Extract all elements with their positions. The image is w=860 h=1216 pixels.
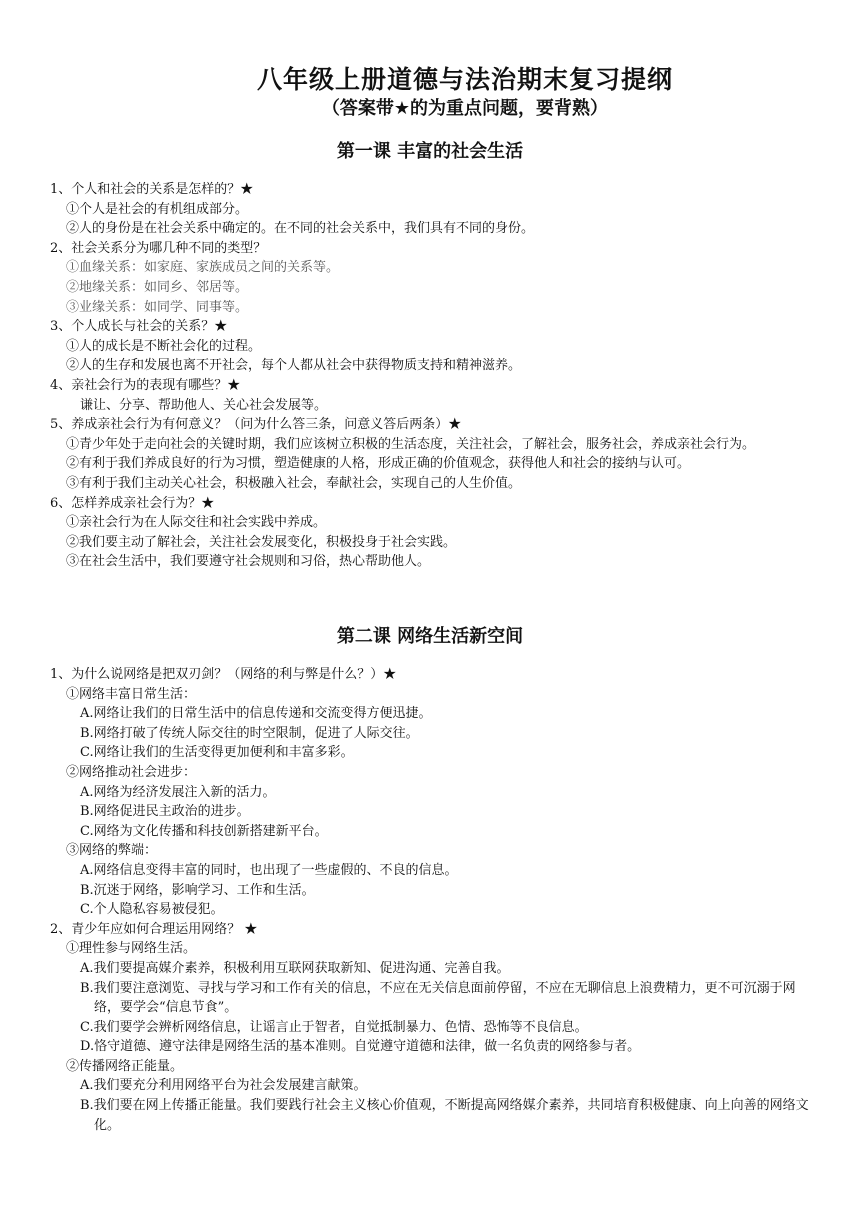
answer-item: ①青少年处于走向社会的关键时期，我们应该树立积极的生活态度，关注社会，了解社会，服务社会，养成亲社会行为。	[66, 436, 756, 452]
question-1: 1、为什么说网络是把双刃剑？（网络的利与弊是什么？）★	[50, 667, 397, 682]
lesson2-content	[50, 665, 820, 1135]
lesson2-heading: 第二课 网络生活新空间	[336, 626, 524, 647]
document-title: 八年级上册道德与法治期末复习提纲	[256, 65, 673, 94]
answer-point: ②网络推动社会进步：	[66, 764, 197, 780]
question-2: 2、社会关系分为哪几种不同的类型？	[50, 240, 267, 256]
answer-item: ①个人是社会的有机组成部分。	[66, 201, 249, 217]
lesson1-content	[50, 180, 820, 572]
question-3: 3、个人成长与社会的关系？★	[50, 319, 228, 335]
lesson1-heading: 第一课 丰富的社会生活	[336, 141, 524, 162]
question-6: 6、怎样养成亲社会行为？★	[50, 495, 215, 511]
answer-item: D.恪守道德、遵守法律是网络生活的基本准则。自觉遵守道德和法律，做一名负责的网络参与者。	[80, 1039, 641, 1055]
answer-item: ②有利于我们养成良好的行为习惯，塑造健康的人格，形成正确的价值观念，获得他人和社会的接纳与认可。	[66, 456, 691, 472]
answer-item: B.我们要注意浏览、寻找与学习和工作有关的信息，不应在无关信息面前停留，不应在无聊信息上浪费精力，更不可沉溺于网络，要学会“信息节食”。	[80, 980, 796, 1016]
question-2: 2、青少年应如何合理运用网络？ ★	[50, 921, 258, 937]
question-1: 1、个人和社会的关系是怎样的？★	[50, 182, 254, 197]
answer-point: ①网络丰富日常生活：	[66, 686, 197, 702]
answer-item: ②地缘关系：如同乡、邻居等。	[66, 279, 249, 295]
answer-item: 谦让、分享、帮助他人、关心社会发展等。	[80, 397, 328, 413]
answer-item: ②人的身份是在社会关系中确定的。在不同的社会关系中，我们具有不同的身份。	[66, 221, 535, 237]
answer-item: A.我们要提高媒介素养，积极利用互联网获取新知、促进沟通、完善自我。	[80, 960, 510, 976]
answer-item: C.我们要学会辨析网络信息，让谣言止于智者，自觉抵制暴力、色情、恐怖等不良信息。	[80, 1019, 588, 1035]
answer-item: ①人的成长是不断社会化的过程。	[66, 338, 262, 354]
answer-item: C.网络为文化传播和科技创新搭建新平台。	[80, 823, 328, 839]
answer-item: ②我们要主动了解社会，关注社会发展变化，积极投身于社会实践。	[66, 534, 457, 550]
answer-item: ①血缘关系：如家庭、家族成员之间的关系等。	[66, 260, 340, 276]
answer-item: B.网络促进民主政治的进步。	[80, 804, 250, 820]
answer-item: ②人的生存和发展也离不开社会，每个人都从社会中获得物质支持和精神滋养。	[66, 358, 522, 374]
answer-item: ③业缘关系：如同学、同事等。	[66, 299, 249, 315]
answer-item: ①亲社会行为在人际交往和社会实践中养成。	[66, 515, 327, 531]
answer-point: ②传播网络正能量。	[66, 1058, 184, 1074]
answer-point: ①理性参与网络生活。	[66, 941, 197, 957]
answer-item: B.沉迷于网络，影响学习、工作和生活。	[80, 882, 315, 898]
answer-item: ③在社会生活中，我们要遵守社会规则和习俗，热心帮助他人。	[66, 554, 431, 570]
answer-item: B.我们要在网上传播正能量。我们要践行社会主义核心价值观，不断提高网络媒介素养，共同培育积极健康、向上向善的网络文化。	[80, 1098, 809, 1133]
answer-item: A.网络信息变得丰富的同时，也出现了一些虚假的、不良的信息。	[80, 862, 458, 878]
document-subtitle: （答案带★的为重点问题，要背熟）	[321, 98, 609, 119]
answer-item: A.网络让我们的日常生活中的信息传递和交流变得方便迅捷。	[80, 706, 432, 722]
answer-point: ③网络的弊端：	[66, 843, 158, 859]
answer-item: C.个人隐私容易被侵犯。	[80, 902, 224, 918]
question-4: 4、亲社会行为的表现有哪些？★	[50, 377, 241, 393]
answer-item: ③有利于我们主动关心社会，积极融入社会，奉献社会，实现自己的人生价值。	[66, 475, 522, 491]
answer-item: A.网络为经济发展注入新的活力。	[80, 784, 276, 800]
answer-item: B.网络打破了传统人际交往的时空限制，促进了人际交往。	[80, 725, 419, 741]
answer-item: C.网络让我们的生活变得更加便利和丰富多彩。	[80, 745, 354, 761]
answer-item: A.我们要充分利用网络平台为社会发展建言献策。	[80, 1078, 367, 1094]
question-5: 5、养成亲社会行为有何意义？（问为什么答三条，问意义答后两条）★	[50, 417, 462, 433]
